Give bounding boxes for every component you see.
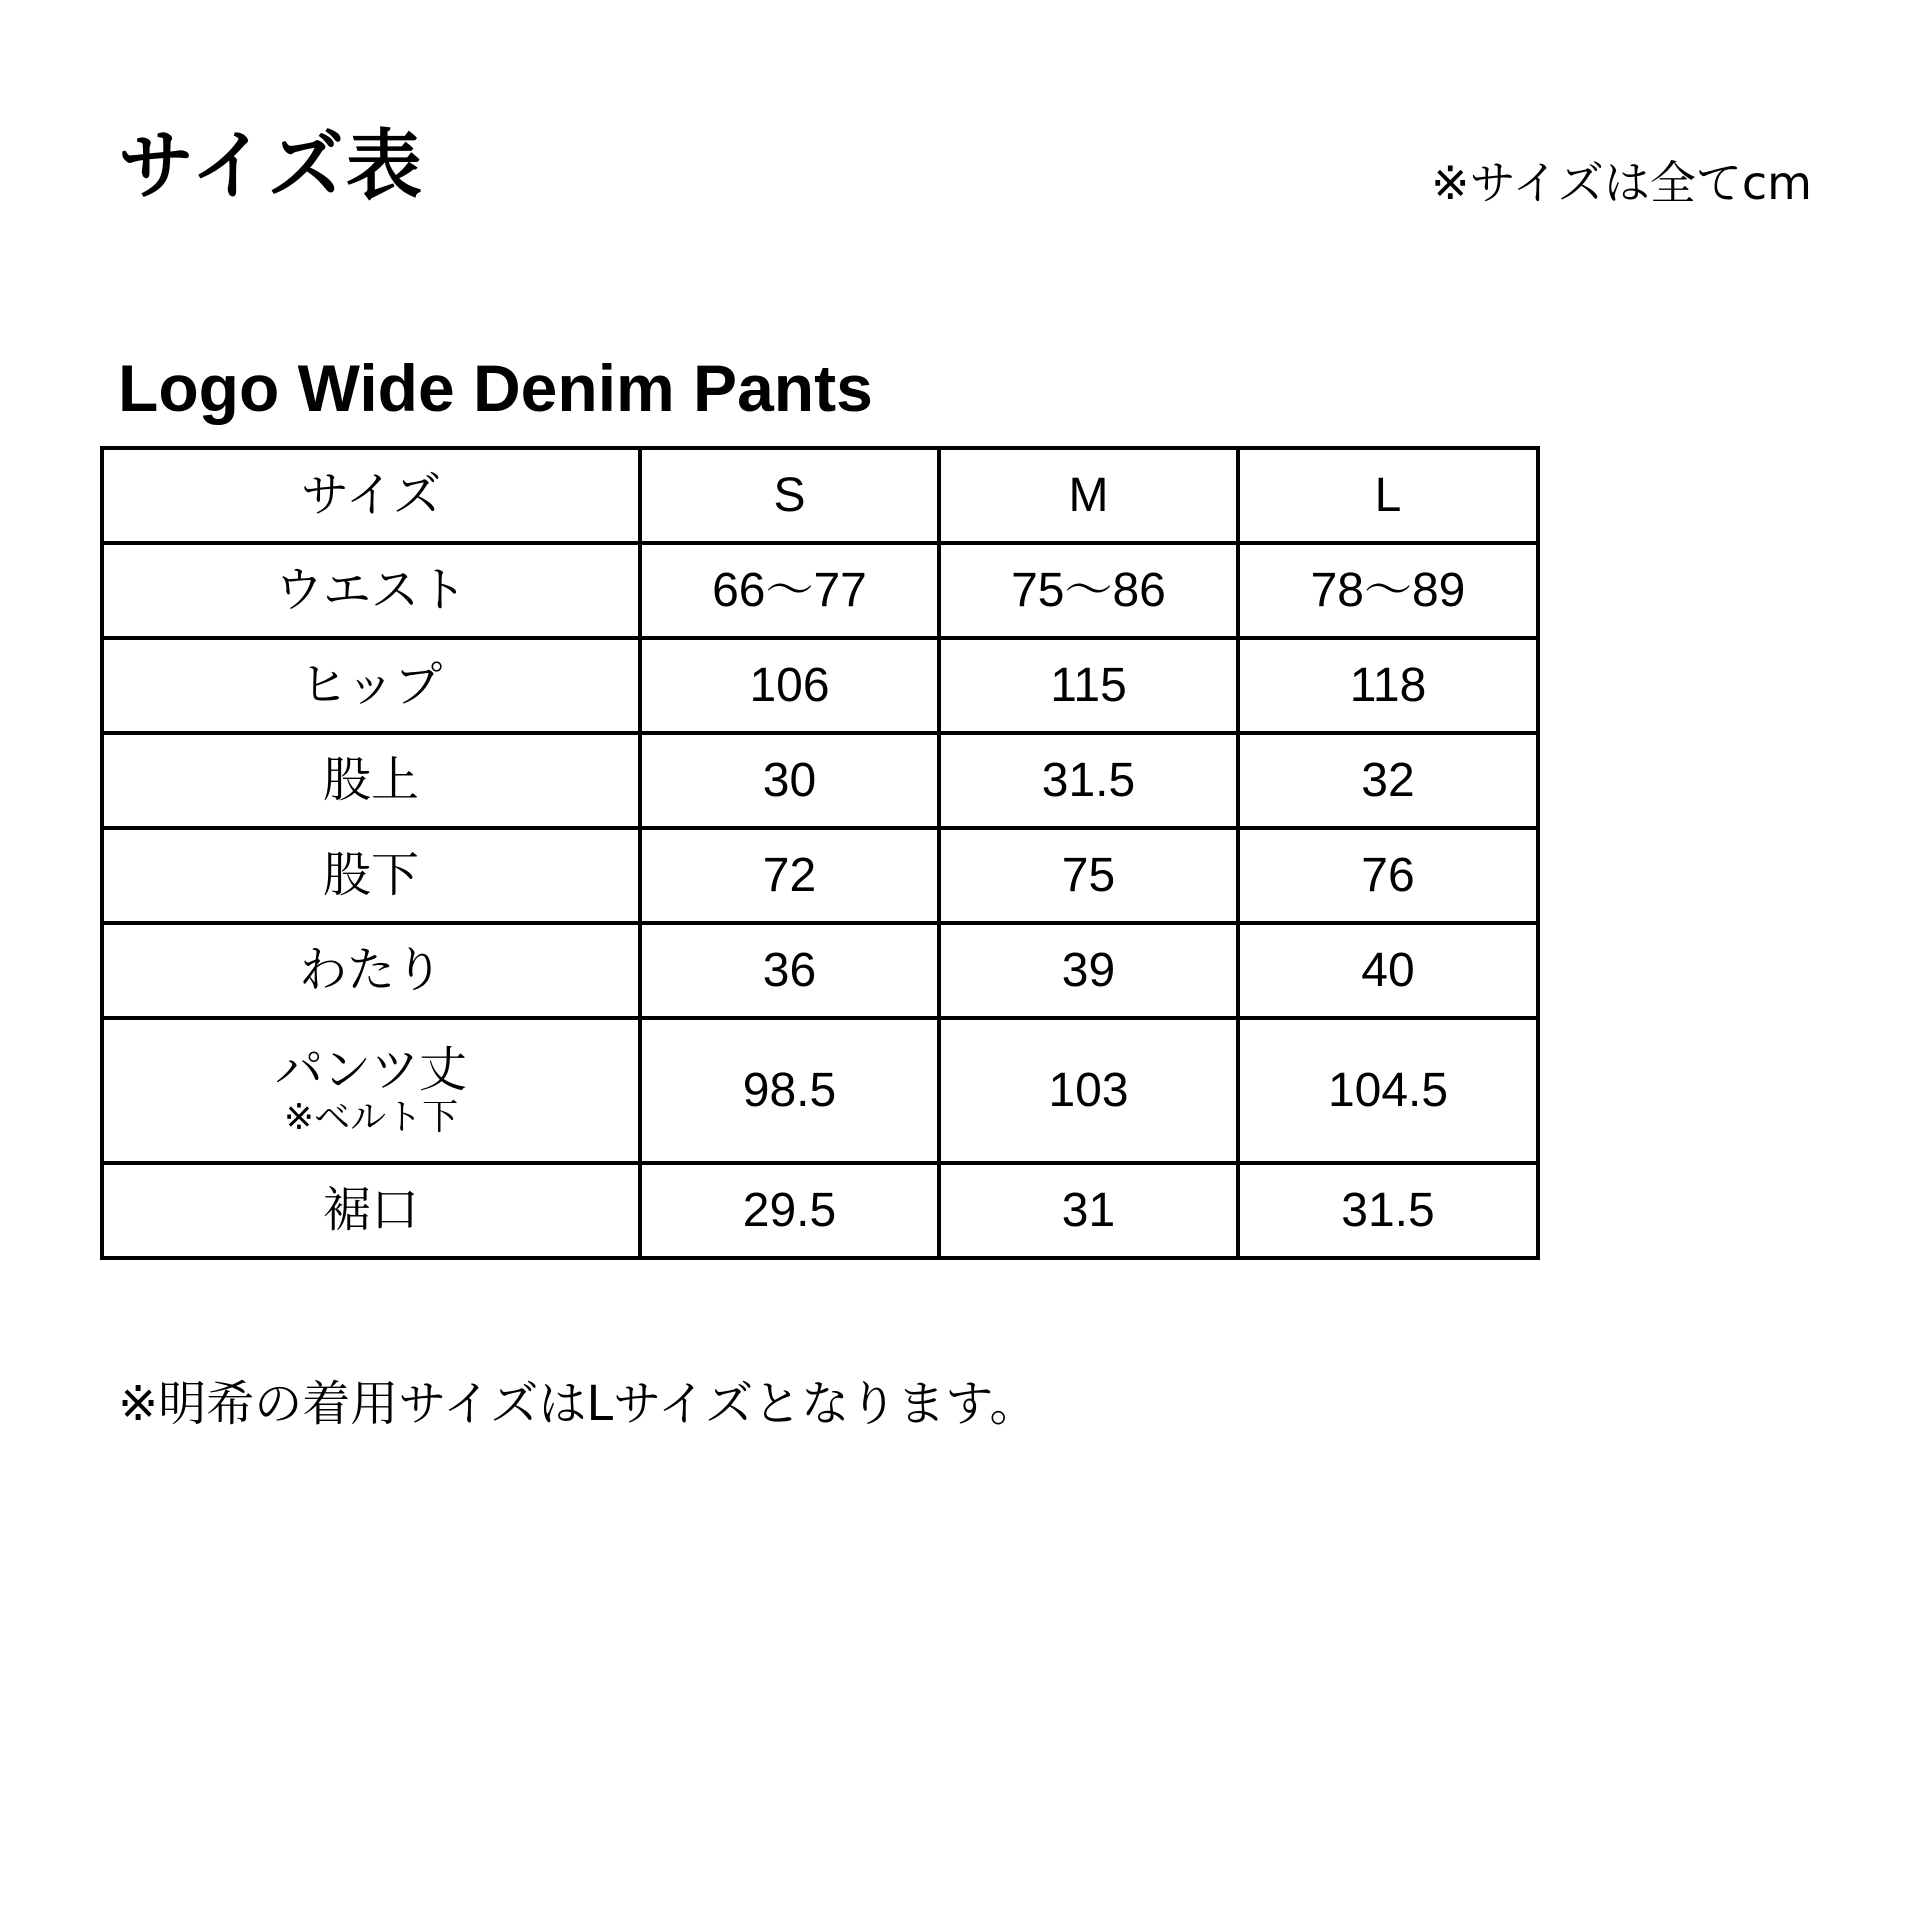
cell-value: 66～77 (640, 543, 939, 638)
cell-value: 29.5 (640, 1163, 939, 1258)
cell-value: 72 (640, 828, 939, 923)
cell-value: 115 (939, 638, 1238, 733)
row-label-hip: ヒップ (102, 638, 640, 733)
cell-value: 30 (640, 733, 939, 828)
cell-value: 32 (1238, 733, 1538, 828)
cell-value: 75～86 (939, 543, 1238, 638)
product-name: Logo Wide Denim Pants (118, 351, 873, 425)
header-size-s: S (640, 448, 939, 543)
row-label-main: パンツ丈 (274, 1042, 467, 1099)
table-row (102, 1018, 1538, 1163)
cell-value: 106 (640, 638, 939, 733)
cell-value: 118 (1238, 638, 1538, 733)
cell-value: 76 (1238, 828, 1538, 923)
row-label-hem: 裾口 (102, 1163, 640, 1258)
cell-value: 78～89 (1238, 543, 1538, 638)
cell-value: 98.5 (640, 1018, 939, 1163)
cell-value: 40 (1238, 923, 1538, 1018)
row-label-rise: 股上 (102, 733, 640, 828)
header-size-l: L (1238, 448, 1538, 543)
size-table (100, 446, 1540, 1260)
row-label-inseam: 股下 (102, 828, 640, 923)
cell-value: 104.5 (1238, 1018, 1538, 1163)
page-title: サイズ表 (118, 121, 424, 210)
cell-value: 39 (939, 923, 1238, 1018)
cell-value: 31 (939, 1163, 1238, 1258)
header-label-cell: サイズ (102, 448, 640, 543)
table-row (102, 733, 1538, 828)
row-label-thigh: わたり (102, 923, 640, 1018)
cell-value: 103 (939, 1018, 1238, 1163)
row-label-waist: ウエスト (102, 543, 640, 638)
row-label-pants-length (102, 1018, 640, 1163)
table-row (102, 828, 1538, 923)
cell-value: 31.5 (1238, 1163, 1538, 1258)
cell-value: 75 (939, 828, 1238, 923)
cell-value: 36 (640, 923, 939, 1018)
footer-note: ※明希の着用サイズはLサイズとなります。 (118, 1376, 1038, 1432)
table-row (102, 1163, 1538, 1258)
table-header-row (102, 448, 1538, 543)
table-row (102, 638, 1538, 733)
cell-value: 31.5 (939, 733, 1238, 828)
table-row (102, 543, 1538, 638)
row-label-sub: ※ベルト下 (283, 1097, 459, 1139)
table-row (102, 923, 1538, 1018)
unit-note: ※サイズは全てcm (1431, 156, 1812, 210)
header-size-m: M (939, 448, 1238, 543)
